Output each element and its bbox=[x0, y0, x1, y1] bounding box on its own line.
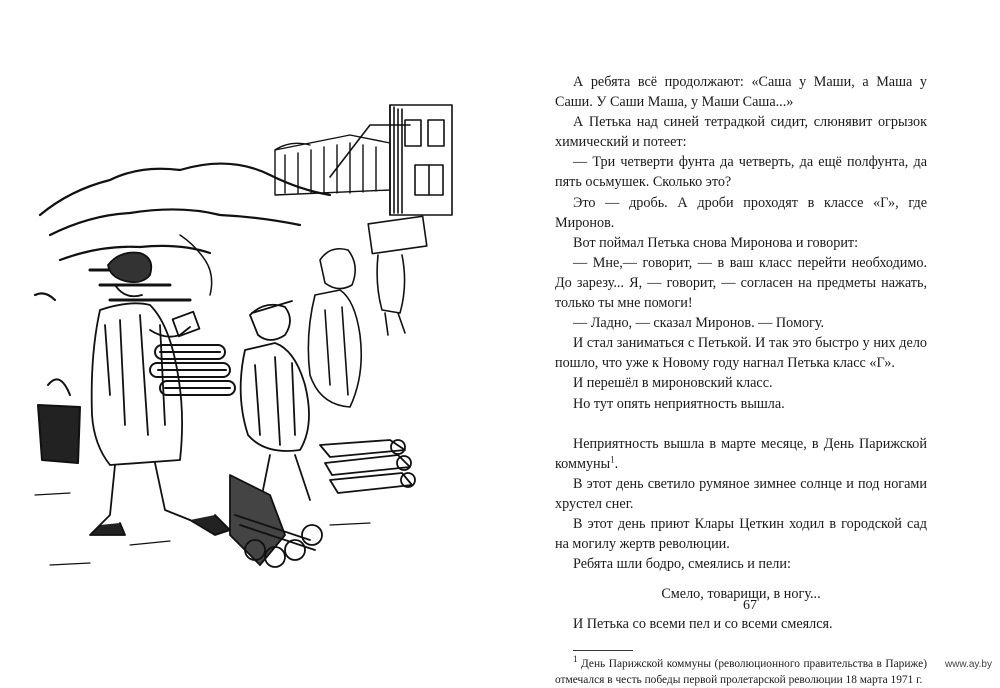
boy-writing-drawing bbox=[90, 253, 230, 536]
bucket-drawing bbox=[38, 379, 80, 463]
shed-drawing bbox=[275, 135, 390, 195]
paragraph: В этот день светило румяное зимнее солнце и под ногами хрустел снег. bbox=[555, 475, 927, 512]
paragraph: — Ладно, — сказал Миронов. — Помогу. bbox=[573, 315, 825, 332]
figure-with-crate-drawing bbox=[368, 216, 427, 335]
page-number: 67 bbox=[743, 598, 757, 613]
girl-drawing bbox=[308, 249, 361, 407]
paragraph: И стал заниматься с Петькой. И так это быстро у них дело пошло, что уже к Новому году нагнал Петька класс «Г». bbox=[555, 335, 927, 372]
footnote-text: День Парижской коммуны (революционного правительства в Париже) отмечался в честь победы первой пролетарской революции 18 марта 1971 г. bbox=[555, 658, 927, 686]
snowbank-drawing bbox=[35, 164, 330, 300]
footnote-divider bbox=[573, 650, 633, 651]
paragraph-punct: . bbox=[614, 455, 619, 472]
paragraph: В этот день приют Клары Цеткин ходил в городской сад на могилу жертв революции. bbox=[555, 515, 927, 553]
footnote bbox=[555, 654, 927, 688]
paragraph: — Три четверти фунта да четверть, да ещё полфунта, да пять осьмушек. Сколько это? bbox=[555, 154, 927, 191]
paragraph: — Мне,— говорит, — в ваш класс перейти необходимо. До зарезу... Я, — говорит, — согласен на предметы нажать, только ты мне помоги! bbox=[555, 254, 927, 312]
paragraph: Вот поймал Петька снова Миронова и говорит: bbox=[573, 234, 859, 251]
footnote-marker[interactable]: 1 bbox=[610, 453, 615, 464]
log-stack-drawing bbox=[320, 440, 415, 493]
paragraph: А Петька над синей тетрадкой сидит, слюнявит огрызок химический и потеет: bbox=[555, 114, 927, 151]
watermark: www.ay.by bbox=[944, 659, 992, 670]
text-column bbox=[555, 72, 927, 688]
paragraph: И Петька со всеми пел и со всеми смеялся. bbox=[573, 616, 833, 633]
paragraph-text: Неприятность вышла в марте месяце, в День Парижской коммуны bbox=[555, 435, 927, 472]
illustration-winter-scene bbox=[30, 95, 460, 575]
paragraph: Это — дробь. А дроби проходят в классе «Г», где Миронов. bbox=[555, 194, 927, 231]
paragraph: И перешёл в мироновский класс. bbox=[573, 375, 773, 392]
paragraph: Но тут опять неприятность вышла. bbox=[573, 395, 785, 412]
song-line: Смело, товарищи, в ногу... bbox=[661, 586, 821, 603]
house-drawing bbox=[330, 105, 452, 215]
paragraph-with-footnote bbox=[555, 434, 927, 474]
paragraph: А ребята всё продолжают: «Саша у Маши, а Маша у Саши. У Саши Маша, у Маши Саша...» bbox=[555, 74, 927, 111]
footnote-number: 1 bbox=[573, 654, 578, 665]
paragraph: Ребята шли бодро, смеялись и пели: bbox=[573, 556, 791, 573]
